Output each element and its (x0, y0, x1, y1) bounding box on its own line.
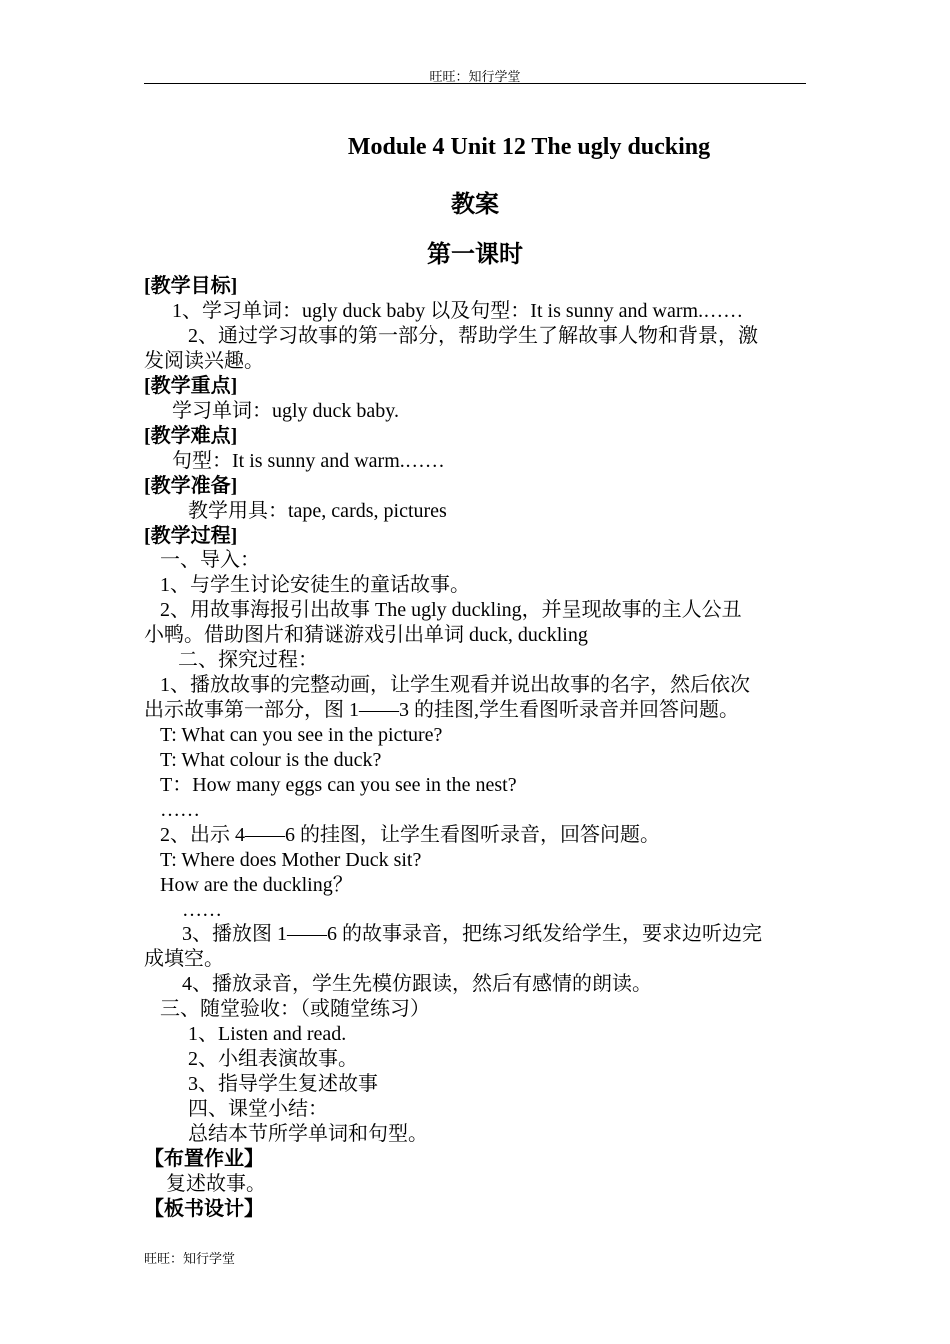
text-line: 2、出示 4——6 的挂图，让学生看图听录音，回答问题。 (160, 824, 660, 846)
text-line: …… (160, 799, 200, 821)
text-line: 三、随堂验收：（或随堂练习） (160, 998, 430, 1020)
section-heading-process: [教学过程] (144, 525, 238, 547)
text-line: 发阅读兴趣。 (144, 350, 264, 372)
lesson-number: 第一课时 (427, 242, 523, 268)
text-line: 1、播放故事的完整动画，让学生观看并说出故事的名字，然后依次 (160, 674, 750, 696)
text-line: 1、Listen and read. (188, 1023, 347, 1045)
header-rule (144, 83, 806, 84)
text-line: 2、通过学习故事的第一部分，帮助学生了解故事人物和背景，激 (188, 325, 758, 347)
section-heading-difficulties: [教学难点] (144, 425, 238, 447)
text-line: 成填空。 (144, 948, 224, 970)
text-line: T: What colour is the duck? (160, 749, 382, 771)
text-line: 1、与学生讨论安徒生的童话故事。 (160, 574, 470, 596)
document-subtitle: 教案 (451, 192, 499, 218)
text-line: T: What can you see in the picture? (160, 724, 443, 746)
text-line: 四、课堂小结： (188, 1098, 328, 1120)
page-header: 旺旺：知行学堂 (429, 69, 521, 84)
text-line: T: Where does Mother Duck sit? (160, 849, 422, 871)
text-line: 4、播放录音，学生先模仿跟读，然后有感情的朗读。 (182, 973, 652, 995)
section-heading-preparation: [教学准备] (144, 475, 238, 497)
text-line: 二、探究过程： (178, 649, 318, 671)
document-title: Module 4 Unit 12 The ugly ducking (347, 134, 711, 160)
section-heading-key-points: [教学重点] (144, 375, 238, 397)
text-line: 2、小组表演故事。 (188, 1048, 358, 1070)
section-heading-homework: 【布置作业】 (144, 1148, 264, 1170)
section-heading-board-design: 【板书设计】 (144, 1198, 264, 1220)
text-line: 总结本节所学单词和句型。 (188, 1123, 428, 1145)
page-footer: 旺旺：知行学堂 (144, 1251, 236, 1266)
text-line: 小鸭。借助图片和猜谜游戏引出单词 duck, duckling (144, 624, 588, 646)
text-line: 教学用具：tape, cards, pictures (188, 500, 447, 522)
text-line: How are the duckling？ (160, 874, 353, 896)
text-line: 2、用故事海报引出故事 The ugly duckling，并呈现故事的主人公丑 (160, 599, 742, 621)
text-line: 3、播放图 1——6 的故事录音，把练习纸发给学生，要求边听边完 (182, 923, 762, 945)
section-heading-objectives: [教学目标] (144, 275, 238, 297)
text-line: …… (182, 899, 222, 921)
text-line: 句型：It is sunny and warm.…… (172, 450, 445, 472)
text-line: T：How many eggs can you see in the nest? (160, 774, 517, 796)
text-line: 一、导入： (160, 549, 260, 571)
text-line: 复述故事。 (166, 1173, 266, 1195)
text-line: 1、学习单词：ugly duck baby 以及句型：It is sunny and warm.…… (172, 300, 744, 322)
text-line: 3、指导学生复述故事 (188, 1073, 378, 1095)
text-line: 出示故事第一部分，图 1——3 的挂图,学生看图听录音并回答问题。 (144, 699, 739, 721)
text-line: 学习单词：ugly duck baby. (172, 400, 400, 422)
